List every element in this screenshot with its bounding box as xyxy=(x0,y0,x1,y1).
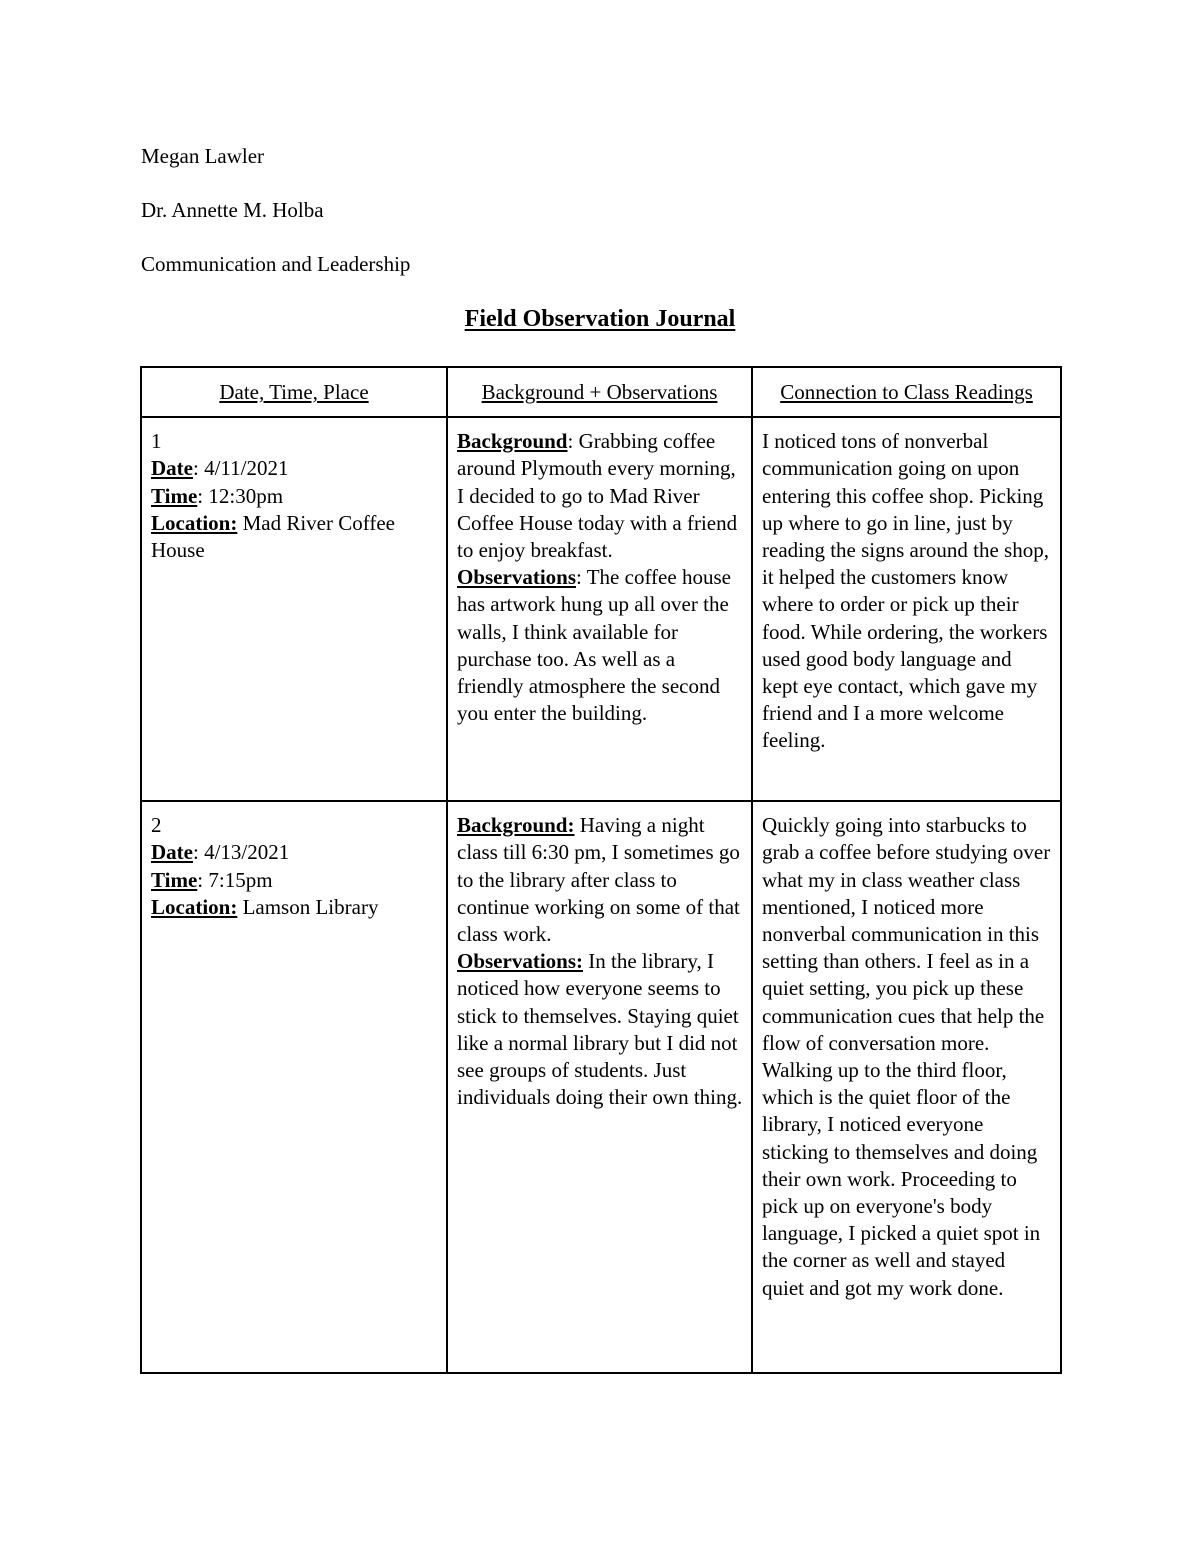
location-value: Mad River Coffee House xyxy=(151,510,395,563)
background-label: Background: xyxy=(457,813,575,838)
observations-text: In the library, I noticed how everyone seems to stick to themselves. Staying quiet like a normal library but I did not see groups of students. Just individuals doing their own thing. xyxy=(457,949,743,1110)
date-time-place-cell xyxy=(141,801,447,1373)
time-value: : 12:30pm xyxy=(197,483,284,508)
entry-location xyxy=(151,510,438,564)
table-header-row xyxy=(141,367,1061,417)
date-value: : 4/13/2021 xyxy=(192,840,290,865)
location-label: Location: xyxy=(151,510,238,535)
entry-date xyxy=(151,455,438,482)
observations-label: Observations: xyxy=(457,949,583,974)
background-label: Background xyxy=(457,429,568,454)
date-time-place-cell xyxy=(141,417,447,801)
document-title: Field Observation Journal xyxy=(464,306,736,332)
entry-number: 1 xyxy=(151,429,162,454)
location-value: Lamson Library xyxy=(237,894,379,919)
time-label: Time xyxy=(151,483,198,508)
background-text: Having a night class till 6:30 pm, I sometimes go to the library after class to continue working on some of that class work. xyxy=(457,813,740,947)
location-label: Location: xyxy=(151,894,238,919)
observations-paragraph xyxy=(457,948,743,1111)
date-label: Date xyxy=(151,456,193,481)
entry-number: 2 xyxy=(151,813,162,838)
entry-date xyxy=(151,839,438,866)
time-value: : 7:15pm xyxy=(197,867,273,892)
background-observations-cell xyxy=(447,801,752,1373)
connection-cell: I noticed tons of nonverbal communication going on upon entering this coffee shop. Picking up where to go in line, just by reading the signs around the shop, it helped the customers know where to order or pick up their food. While ordering, the workers used good body language and kept eye contact, which gave my friend and I a more welcome feeling. xyxy=(752,417,1061,801)
observations-label: Observations xyxy=(457,565,577,590)
column-header-background-observations: Background + Observations xyxy=(447,367,752,417)
observations-text: : The coffee house has artwork hung up all over the walls, I think available for purchase too. As well as a friendly atmosphere the second you enter the building. xyxy=(457,565,731,726)
time-label: Time xyxy=(151,867,198,892)
background-paragraph xyxy=(457,812,743,948)
author-name: Megan Lawler xyxy=(141,144,265,168)
observations-paragraph xyxy=(457,564,743,727)
entry-location xyxy=(151,894,438,921)
connection-cell: Quickly going into starbucks to grab a coffee before studying over what my in class weather class mentioned, I noticed more nonverbal communication in this setting than others. I feel as in a quiet setting, you pick up these communication cues that help the flow of conversation more. Walking up to the third floor, which is the quiet floor of the library, I noticed everyone sticking to themselves and doing their own work. Proceeding to pick up on everyone's body language, I picked a quiet spot in the corner as well and stayed quiet and got my work done. xyxy=(752,801,1061,1373)
entry-time xyxy=(151,483,438,510)
entry-time xyxy=(151,867,438,894)
background-text: : Grabbing coffee around Plymouth every morning, I decided to go to Mad River Coffee House today with a friend to enjoy breakfast. xyxy=(457,429,738,563)
instructor-name: Dr. Annette M. Holba xyxy=(141,198,324,222)
journal-table xyxy=(140,366,1062,1374)
table-row xyxy=(141,801,1061,1373)
column-header-connection: Connection to Class Readings xyxy=(752,367,1061,417)
course-name: Communication and Leadership xyxy=(141,252,411,276)
date-label: Date xyxy=(151,840,193,865)
background-observations-cell xyxy=(447,417,752,801)
column-header-date-time-place: Date, Time, Place xyxy=(141,367,447,417)
background-paragraph xyxy=(457,428,743,564)
table-row xyxy=(141,417,1061,801)
date-value: : 4/11/2021 xyxy=(192,456,289,481)
